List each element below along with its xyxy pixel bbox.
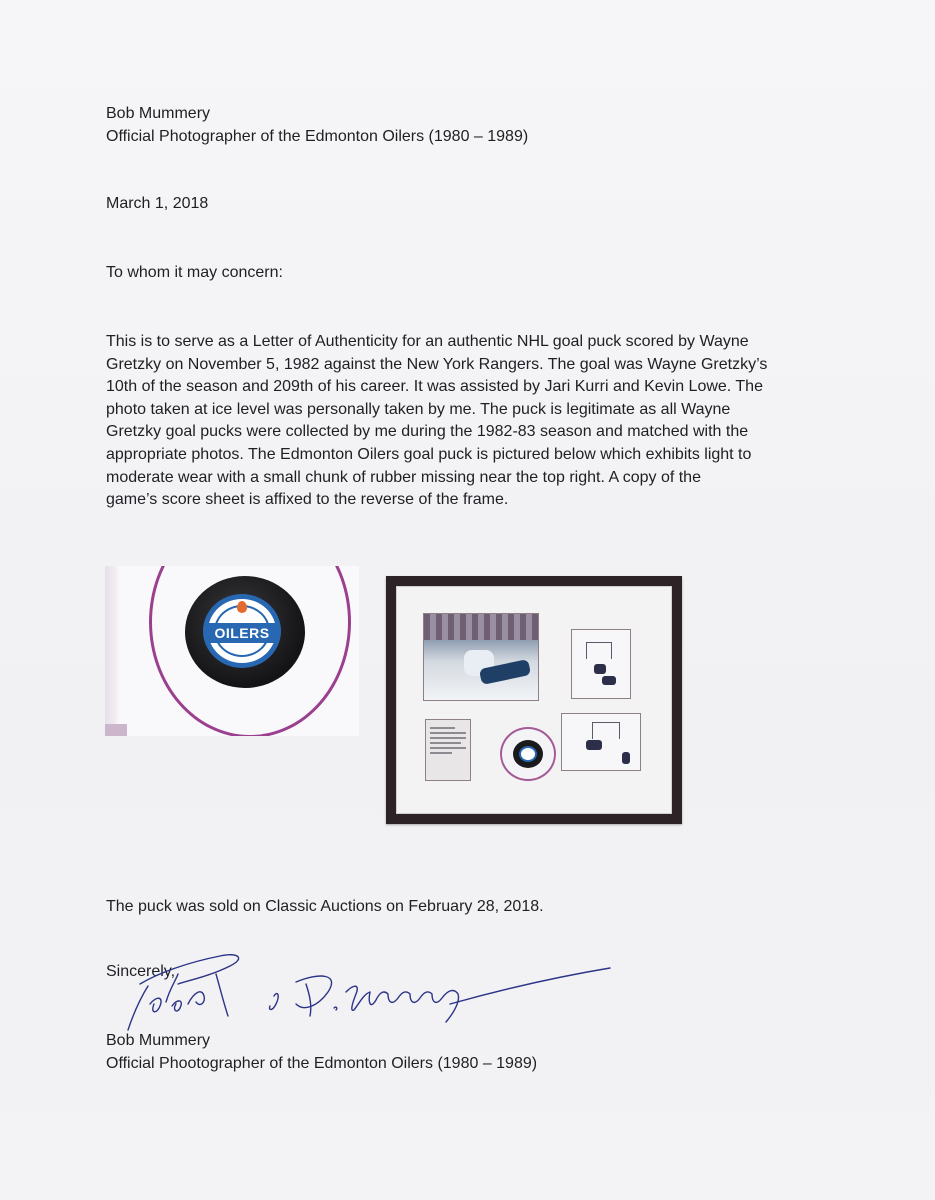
- small-photo-1: [571, 629, 631, 699]
- small-photo-2: [561, 713, 641, 771]
- body-line: This is to serve as a Letter of Authenticity for an authentic NHL goal puck scored by Wayne: [106, 333, 749, 350]
- body-line: game’s score sheet is affixed to the reverse of the frame.: [106, 491, 509, 509]
- signer-name: Bob Mummery: [106, 1032, 211, 1049]
- oilers-logo-icon: [203, 594, 281, 668]
- framed-puck: [500, 727, 556, 781]
- frame-corner: [105, 724, 127, 736]
- logo-text: OILERS: [206, 623, 278, 643]
- sale-note: The puck was sold on Classic Auctions on February 28, 2018.: [106, 898, 544, 915]
- handwritten-signature: [120, 944, 620, 1040]
- salutation: To whom it may concern:: [106, 264, 283, 281]
- body-line: photo taken at ice level was personally taken by me. The puck is legitimate as all Wayne: [106, 400, 731, 418]
- puck-closeup-photo: [105, 566, 359, 736]
- body-line: moderate wear with a small chunk of rubber missing near the top right. A copy of the: [106, 468, 701, 486]
- oilers-logo-icon: [519, 746, 537, 762]
- sender-name: Bob Mummery: [106, 105, 211, 122]
- info-plaque: [425, 719, 471, 781]
- valediction: Sincerely,: [106, 963, 176, 980]
- letter-date: March 1, 2018: [106, 195, 209, 212]
- body-line: appropriate photos. The Edmonton Oilers goal puck is pictured below which exhibits light to: [106, 445, 752, 463]
- sender-title: Official Photographer of the Edmonton Oilers (1980 – 1989): [106, 128, 529, 145]
- frame-edge: [105, 566, 119, 736]
- body-line: 10th of the season and 209th of his career. It was assisted by Jari Kurri and Kevin Lowe. The: [106, 378, 763, 396]
- hockey-puck: [185, 576, 305, 688]
- crowd: [424, 614, 539, 640]
- body-line: Gretzky goal pucks were collected by me during the 1982-83 season and matched with the: [106, 423, 749, 441]
- signer-title: Official Phootographer of the Edmonton Oilers (1980 – 1989): [106, 1055, 538, 1072]
- letter-body: [106, 331, 836, 512]
- oil-drop-icon: [237, 601, 247, 613]
- body-line: Gretzky on November 5, 1982 against the New York Rangers. The goal was Wayne Gretzky’s: [106, 355, 768, 373]
- frame-mat: [396, 586, 672, 814]
- action-photo: [423, 613, 539, 701]
- framed-display-photo: [386, 576, 682, 824]
